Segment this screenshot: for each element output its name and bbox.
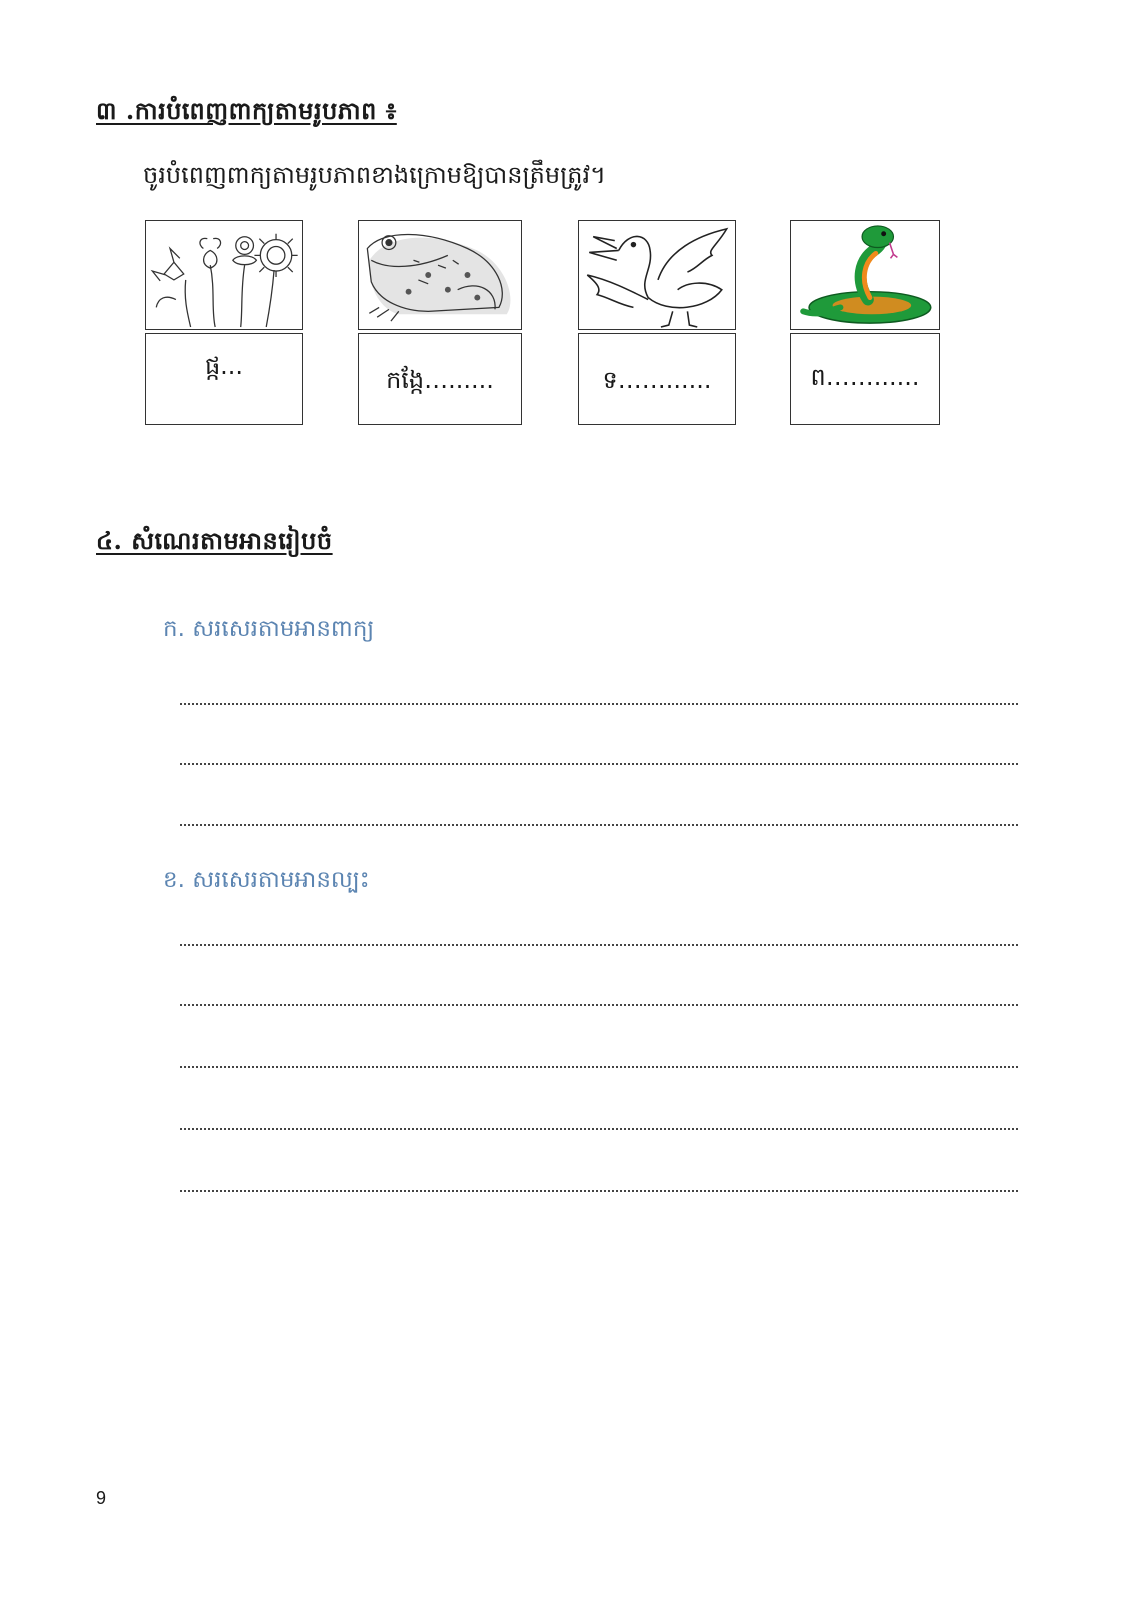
writing-line[interactable] <box>180 1128 1018 1130</box>
answer-hint: កង្កែ…...... <box>386 365 494 394</box>
flowers-image <box>145 220 303 330</box>
writing-line[interactable] <box>180 824 1018 826</box>
answer-box-frog[interactable] <box>358 333 522 425</box>
writing-line[interactable] <box>180 1004 1018 1006</box>
snake-image <box>790 220 940 330</box>
answer-box-snake[interactable] <box>790 333 940 425</box>
writing-line[interactable] <box>180 763 1018 765</box>
frog-image <box>358 220 522 330</box>
writing-line[interactable] <box>180 703 1018 705</box>
writing-line[interactable] <box>180 1190 1018 1192</box>
answer-hint: ទ……...... <box>602 365 712 394</box>
page-number: 9 <box>96 1488 107 1508</box>
answer-hint: ព……...... <box>810 362 920 391</box>
part-a-label: ក. សរសេរតាមអានពាក្យ <box>163 616 375 642</box>
duck-image <box>578 220 736 330</box>
section-4-heading: ៤. សំណេរតាមអានរៀបចំ <box>96 526 333 555</box>
section-3-instruction: ចូរបំពេញពាក្យតាមរូបភាពខាងក្រោមឱ្យបានត្រឹមត្រូវ។ <box>143 161 606 189</box>
section-3-heading: ៣ .ការបំពេញពាក្យតាមរូបភាព ៖ <box>96 96 397 125</box>
writing-line[interactable] <box>180 944 1018 946</box>
part-b-label: ខ. សរសេរតាមអានល្បះ <box>163 867 370 893</box>
answer-box-flowers[interactable] <box>145 333 303 425</box>
answer-hint: ផ្ក... <box>204 351 244 380</box>
writing-line[interactable] <box>180 1066 1018 1068</box>
answer-box-duck[interactable] <box>578 333 736 425</box>
